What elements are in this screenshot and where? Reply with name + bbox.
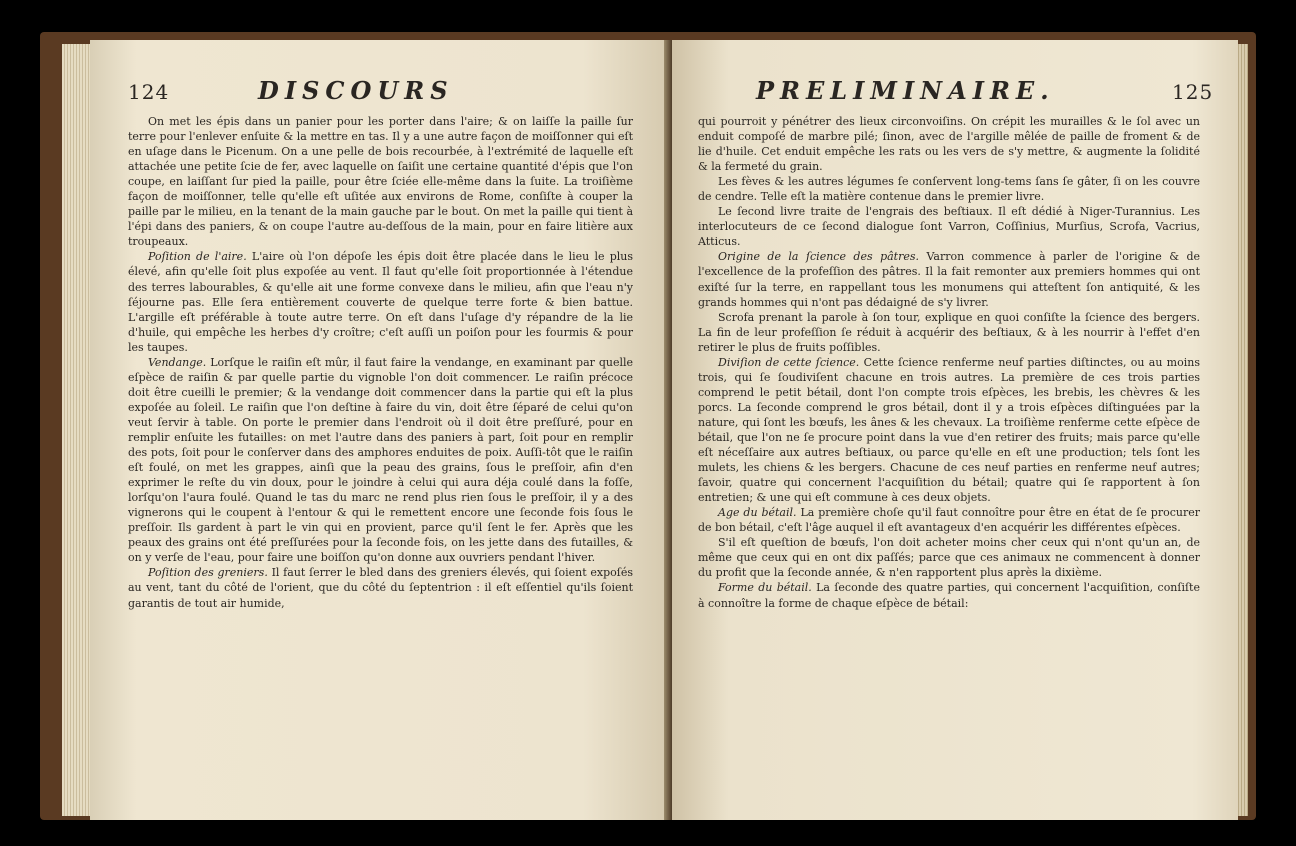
paragraph-rubric: Poſition de l'aire. — [148, 250, 247, 264]
paragraph-text: L'aire où l'on dépoſe les épis doit être placée dans le lieu le plus élevé, afin qu'elle ſoit plus expoſée au vent. Il faut qu'elle ſoit proportionnée à l'étendue des terres labourables, & qu'elle ait une forme convexe dans le milieu, afin que l'eau n'y ſéjourne pas. Elle ſera entièrement couverte de quelque terre forte & bien battue. L'argille eſt préférable à toute autre terre. On eſt dans l'uſage d'y répandre de la lie d'huile, qui empêche les herbes d'y croître; c'eſt auſſi un poiſon pour les fourmis & pour les taupes. — [128, 250, 633, 354]
paragraph-rubric: Forme du bétail. — [718, 581, 812, 595]
paragraph — [698, 535, 1200, 580]
paragraph-text: qui pourroit y pénétrer des lieux circonvoiſins. On crépit les murailles & le ſol avec un enduit compoſé de marbre pilé; ſinon, avec de l'argille mêlée de paille de froment & de lie d'huile. Cet enduit empêche les rats ou les vers de s'y mettre, & augmente la ſolidité & la fermeté du grain. — [698, 115, 1200, 174]
paragraph — [698, 355, 1200, 505]
paragraph-text: On met les épis dans un panier pour les porter dans l'aire; & on laiſſe la paille ſur terre pour l'enlever enſuite & la mettre en tas. Il y a une autre façon de moiſſonner qui eſt en uſage dans le Picenum. On a une pelle de bois recourbée, à l'extrémité de laquelle eſt attachée une petite ſcie de fer, avec laquelle on ſaiſit une certaine quantité d'épis que l'on coupe, en laiſſant ſur pied la paille, pour être ſciée elle-même dans la ſuite. La troiſième façon de moiſſonner, telle qu'elle eſt uſitée aux environs de Rome, conſiſte à couper la paille par le milieu, en la tenant de la main gauche par le bout. On met la paille qui tient à l'épi dans des paniers, & on coupe l'autre au-deſſous de la main, pour en faire litière aux troupeaux. — [128, 115, 633, 249]
paragraph — [698, 310, 1200, 355]
right-running-title: PRELIMINAIRE. — [756, 76, 1055, 105]
right-page-number: 125 — [1172, 80, 1214, 104]
left-page-number: 124 — [128, 80, 170, 104]
left-page — [90, 40, 670, 820]
paragraph-rubric: Origine de la ſcience des pâtres. — [718, 250, 920, 264]
paragraph-text: La ſeconde des quatre parties, qui concernent l'acquiſition, conſiſte à connoître la forme de chaque eſpèce de bétail: — [698, 581, 1200, 610]
paragraph-rubric: Age du bétail. — [718, 506, 797, 520]
paragraph-text: Il faut ſerrer le bled dans des greniers élevés, qui ſoient expoſés au vent, tant du côté de l'orient, que du côté du ſeptentrion : il eſt eſſentiel qu'ils ſoient garantis de tout air humide, — [128, 566, 633, 610]
paragraph — [128, 114, 633, 249]
paragraph-text: Scrofa prenant la parole à ſon tour, explique en quoi conſiſte la ſcience des bergers. La fin de leur profeſſion ſe réduit à acquérir des beſtiaux, & à les nourrir à l'effet d'en retirer le plus de fruits poſſibles. — [698, 310, 1200, 354]
paragraph-text: Lorſque le raiſin eſt mûr, il faut faire la vendange, en examinant par quelle eſpèce de raiſin & par quelle partie du vignoble l'on doit commencer. Le raiſin précoce doit être cueilli le premier; & la vendange doit commencer dans la partie qui eſt la plus expoſée au ſoleil. Le raiſin que l'on deſtine à faire du vin, doit être ſéparé de celui qu'on veut ſervir à table. On porte le premier dans l'endroit où il doit être preſſuré, pour en remplir enſuite les futailles: on met l'autre dans des paniers à part, ſoit pour en remplir des pots, ſoit pour le conſerver dans des amphores enduites de poix. Auſſi-tôt que le raiſin eſt foulé, on met les grappes, ainſi que la peau des grains, ſous le preſſoir, afin d'en exprimer le reſte du vin doux, pour le joindre à celui qui aura déja coulé dans la foſſe, lorſqu'on l'aura foulé. Quand le tas du marc ne rend plus rien ſous le preſſoir, il y a des vignerons qui le coupent à l'entour & qui le remettent encore une ſeconde fois ſous le preſſoir. Ils gardent à part le vin qui en provient, parce qu'il ſent le fer. Après que les peaux des grains ont été preſſurées pour la ſeconde fois, on les jette dans des futailles, & on y verſe de l'eau, pour faire une boiſſon qu'on donne aux ouvriers pendant l'hiver. — [128, 355, 633, 565]
paragraph — [128, 249, 633, 354]
right-body-text — [698, 114, 1200, 611]
paragraph — [698, 204, 1200, 249]
paragraph-rubric: Poſition des greniers. — [148, 566, 268, 580]
paragraph — [128, 565, 633, 610]
paragraph-text: La première choſe qu'il faut connoître pour être en état de ſe procurer de bon bétail, c'eſt l'âge auquel il eſt avantageux d'en acquérir les différentes eſpèces. — [698, 506, 1200, 535]
paragraph-rubric: Diviſion de cette ſcience. — [718, 355, 860, 369]
left-running-title: DISCOURS — [258, 76, 454, 105]
paragraph — [698, 174, 1200, 204]
left-body-text — [128, 114, 633, 611]
paragraph — [698, 505, 1200, 535]
right-page — [672, 40, 1238, 820]
paragraph-text: Les fèves & les autres légumes ſe conſervent long-tems ſans ſe gâter, ſi on les couvre de cendre. Telle eſt la matière contenue dans le premier livre. — [698, 175, 1200, 204]
paragraph — [128, 355, 633, 566]
paragraph-text: S'il eſt queſtion de bœufs, l'on doit acheter moins cher ceux qui n'ont qu'un an, de même que ceux qui en ont dix paſſés; parce que ces animaux ne commencent à donner du profit que la ſeconde année, & n'en rapportent plus après la dixième. — [698, 536, 1200, 580]
paragraph-rubric: Vendange. — [148, 355, 207, 369]
paragraph — [698, 580, 1200, 610]
paragraph-text: Cette ſcience renferme neuf parties diſtinctes, ou au moins trois, qui ſe ſoudiviſent chacune en trois autres. La première de ces trois parties comprend le petit bétail, dont l'on compte trois eſpèces, les brebis, les chèvres & les porcs. La ſeconde comprend le gros bétail, dont il y a trois eſpèces diſtinguées par la nature, qui ſont les bœufs, les ânes & les chevaux. La troiſième renferme cette eſpèce de bétail, que l'on ne ſe procure point dans la vue d'en retirer des fruits; mais parce qu'elle eſt néceſſaire aux autres beſtiaux, ou parce qu'elle en eſt une production; tels ſont les mulets, les chiens & les bergers. Chacune de ces neuf parties en renferme neuf autres; ſavoir, quatre qui concernent l'acquiſition du bétail; quatre qui ſe rapportent à ſon entretien; & une qui eſt commune à ces deux objets. — [698, 355, 1200, 505]
paragraph-text: Le ſecond livre traite de l'engrais des beſtiaux. Il eſt dédié à Niger-Turannius. Les interlocuteurs de ce ſecond dialogue ſont Varron, Coſſinius, Murſius, Scrofa, Vacrius, Atticus. — [698, 205, 1200, 249]
paragraph — [698, 114, 1200, 174]
paragraph — [698, 249, 1200, 309]
paragraph-text: Varron commence à parler de l'origine & de l'excellence de la profeſſion des pâtres. Il la fait remonter aux premiers hommes qui ont exiſté ſur la terre, en rappellant tous les monumens qui atteſtent ſon antiquité, & les grands hommes qui n'ont pas dédaigné de s'y livrer. — [698, 250, 1201, 309]
